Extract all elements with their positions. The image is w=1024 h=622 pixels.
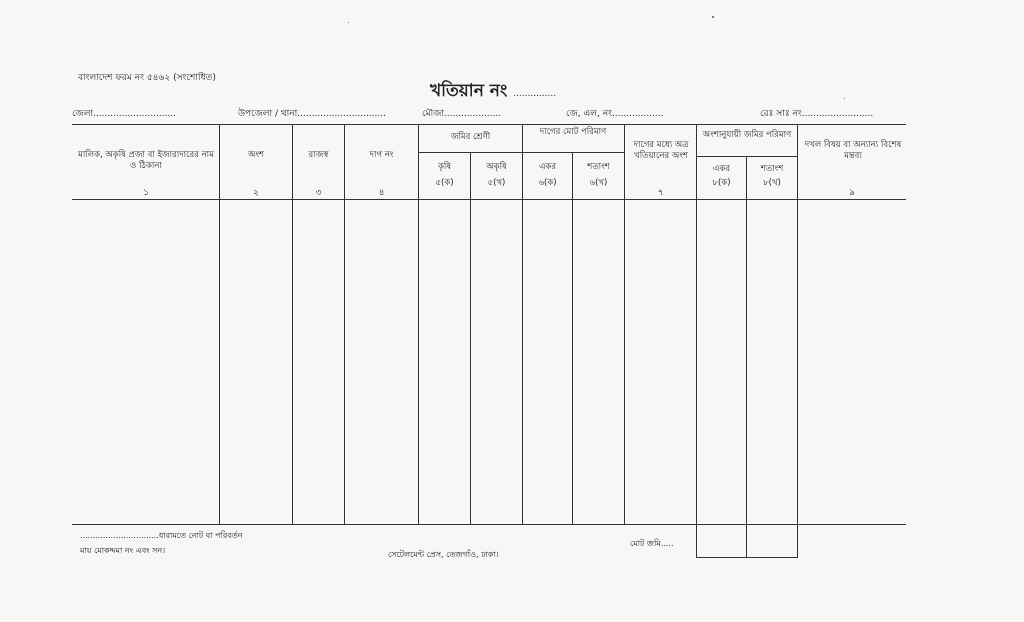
header-acre2-num: ৮(ক)	[712, 178, 731, 188]
header-plot-total: দাগের মোট পরিমাণ	[539, 127, 607, 137]
header-decimal-num: ৬(খ)	[589, 178, 608, 188]
total-land-label: মোট জমি.....	[630, 539, 674, 548]
page-title	[430, 78, 556, 106]
header-decimal: শতাংশ	[587, 162, 610, 172]
scan-speck	[844, 98, 845, 99]
header-acre: একর	[538, 162, 557, 172]
col-divider-5	[470, 152, 471, 525]
title-dots: ...............	[513, 89, 557, 99]
case-line: মায় মোকদ্দমা নং এবং সন।	[80, 546, 166, 555]
header-plot-no: দাগ নং	[369, 150, 394, 160]
header-decimal2: শতাংশ	[760, 164, 784, 174]
header-remarks: দখল বিষয় বা অন্যান্য বিশেষ মন্তব্য	[804, 140, 902, 161]
form-number: বাংলাদেশ ফরম নং ৫৪৬২ (সংশোধিত)	[78, 73, 216, 83]
note-line: ...............................ধারামতে নোট বা পরিবর্তন	[80, 531, 243, 540]
col-divider-9	[696, 124, 697, 558]
col-divider-10	[746, 156, 747, 558]
header-agri-num: ৫(ক)	[435, 178, 454, 188]
press-label: সেটেলমেন্ট প্রেস, তেজগাঁও, ঢাকা।	[388, 550, 499, 559]
header-proportional: অংশানুযায়ী জমির পরিমাণ	[702, 130, 792, 140]
header-share: অংশ	[247, 150, 265, 160]
header-decimal2-num: ৮(খ)	[763, 178, 781, 188]
header-non-agri: অকৃষি	[486, 162, 507, 172]
total-box-bottom	[696, 557, 798, 558]
header-share-in-plot: দাগের মধ্যে অত্র খতিয়ানের অংশ	[633, 140, 689, 161]
reg-no-field[interactable]: রেঃ সাঃ নং.........................	[760, 109, 874, 119]
district-field[interactable]: জেলা.............................	[72, 109, 176, 119]
col-number-7: ৭	[657, 188, 664, 198]
header-land-class: জমির শ্রেণী	[450, 132, 491, 142]
table-bottom-border	[72, 524, 906, 525]
header-revenue: রাজস্ব	[308, 150, 329, 160]
col-divider-7	[572, 152, 573, 525]
jl-no-field[interactable]: জে, এল, নং..................	[566, 109, 664, 119]
upazila-field[interactable]: উপজেলা / থানা...............................	[238, 109, 386, 119]
header-owner: মালিক, অকৃষি প্রজা বা ইজারাদারের নাম ও ঠিকানা	[78, 150, 214, 171]
header-acre2: একর	[712, 164, 731, 174]
col-number-1: ১	[143, 188, 149, 198]
col-number-4: ৪	[378, 188, 385, 198]
col-number-2: ২	[253, 188, 259, 198]
header-acre-num: ৬(ক)	[538, 178, 557, 188]
table-top-border	[72, 124, 906, 125]
scan-speck	[348, 22, 349, 23]
plot-total-divider	[522, 152, 624, 153]
header-agri: কৃষি	[437, 162, 452, 172]
title-label: খতিয়ান নং	[430, 81, 514, 101]
scan-speck	[712, 16, 714, 18]
col-number-9: ৯	[849, 188, 855, 198]
mouza-field[interactable]: মৌজা....................	[422, 109, 502, 119]
header-non-agri-num: ৫(খ)	[487, 178, 506, 188]
col-number-3: ৩	[315, 188, 322, 198]
